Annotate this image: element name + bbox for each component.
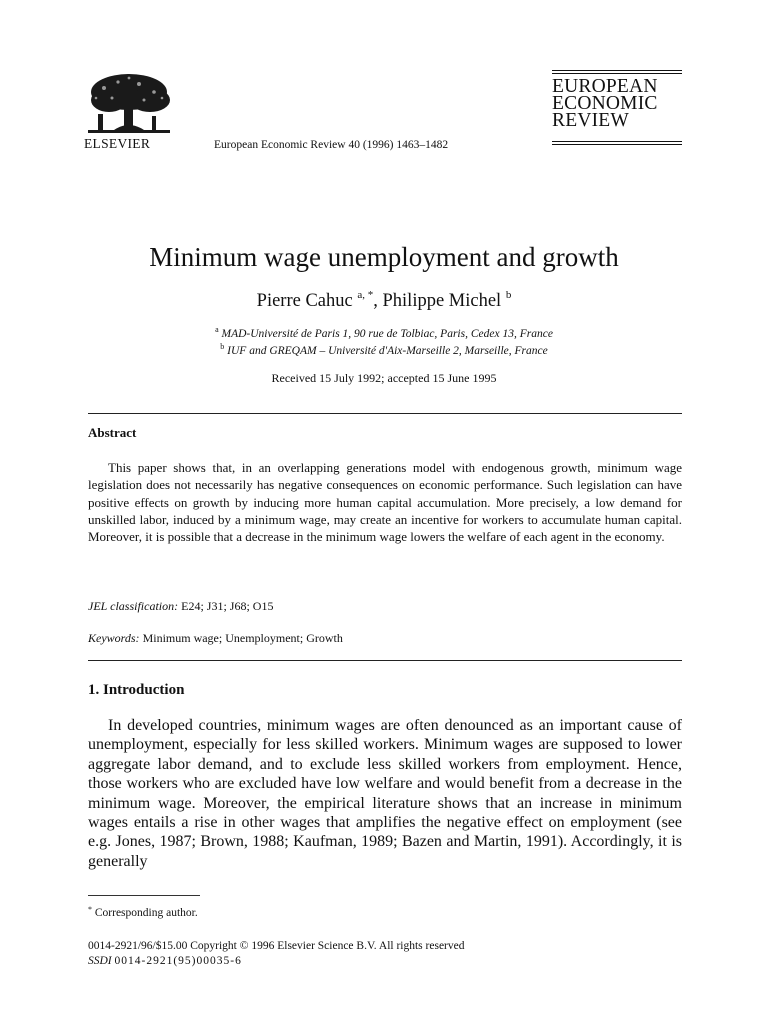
footnote (88, 905, 198, 919)
ssdi-label: SSDI (88, 955, 112, 967)
copyright-block (88, 939, 464, 969)
abstract-heading: Abstract (88, 425, 137, 440)
copyright-line: 0014-2921/96/$15.00 Copyright © 1996 Elsevier Science B.V. All rights reserved (88, 940, 465, 952)
keywords (88, 631, 343, 646)
keywords-value: Minimum wage; Unemployment; Growth (142, 631, 343, 645)
affiliation-a (0, 325, 768, 340)
footnote-text: Corresponding author. (94, 907, 198, 919)
author-name: Philippe Michel (382, 291, 502, 311)
abstract-text (88, 459, 682, 545)
received-dates: Received 15 July 1992; accepted 15 June 1995 (271, 371, 497, 385)
footnote-mark: * (88, 905, 92, 914)
jel-label: JEL classification: (88, 599, 179, 613)
journal-rule-top (552, 70, 682, 71)
introduction-text (88, 716, 682, 871)
author-affiliation-mark: a, * (357, 289, 374, 301)
affiliation-mark: b (220, 342, 225, 351)
ssdi-line (88, 954, 464, 969)
author-affiliation-mark: b (505, 289, 512, 301)
journal-title (552, 78, 658, 129)
affiliation-text: IUF and GREQAM – Université d'Aix-Marseille 2, Marseille, France (227, 345, 548, 357)
keywords-label: Keywords: (88, 631, 140, 645)
article-title: Minimum wage unemployment and growth (149, 242, 619, 272)
affiliation-mark: a (215, 325, 219, 334)
journal-title-line-3: REVIEW (552, 110, 630, 131)
ssdi-value: 0014-2921(95)00035-6 (114, 955, 242, 967)
author-separator: , (373, 291, 383, 311)
author-list (0, 289, 768, 312)
affiliation-b (0, 342, 768, 357)
introduction-body: In developed countries, minimum wages are often denounced as an important cause of unemployment, especially for less skilled workers. Minimum wages are supposed to lower aggregate labor demand, and to exclude less skilled workers from employment. Hence, those workers who are excluded have low welfare and would benefit from a decrease in the minimum wage. Moreover, the empirical literature shows that an increase in minimum wages entails a rise in other wages that amplifies the negative effect on employment (see e.g. Jones, 1987; Brown, 1988; Kaufman, 1989; Bazen and Martin, 1991). Accordingly, it is generally (88, 717, 682, 870)
journal-title-line-1: EUROPEAN (552, 76, 658, 97)
abstract-body: This paper shows that, in an overlapping generations model with endogenous growth, minimum wage legislation does not necessarily has negative consequences on economic performance. Such legislation can have positive effects on growth by inducing more human capital accumulation. More precisely, a low demand for unskilled labor, induced by a minimum wage, may create an incentive for workers to accumulate human capital. Moreover, it is possible that a decrease in the minimum wage lowers the welfare of each agent in the economy. (88, 460, 682, 545)
publisher-name: ELSEVIER (84, 136, 151, 151)
abstract-rule-top (88, 413, 682, 414)
jel-value: E24; J31; J68; O15 (181, 599, 274, 613)
journal-citation: European Economic Review 40 (1996) 1463–1482 (214, 139, 449, 151)
abstract-rule-bottom (88, 660, 682, 661)
journal-rule-bottom-2 (552, 144, 682, 145)
affiliation-text: MAD-Université de Paris 1, 90 rue de Tolbiac, Paris, Cedex 13, France (221, 328, 553, 340)
elsevier-tree-logo (84, 70, 174, 140)
jel-classification (88, 599, 273, 614)
journal-rule-top-2 (552, 73, 682, 74)
journal-title-line-2: ECONOMIC (552, 93, 658, 114)
footnote-rule (88, 895, 200, 896)
journal-rule-bottom (552, 141, 682, 142)
author-name: Pierre Cahuc (256, 291, 353, 311)
section-heading: 1. Introduction (88, 682, 185, 698)
